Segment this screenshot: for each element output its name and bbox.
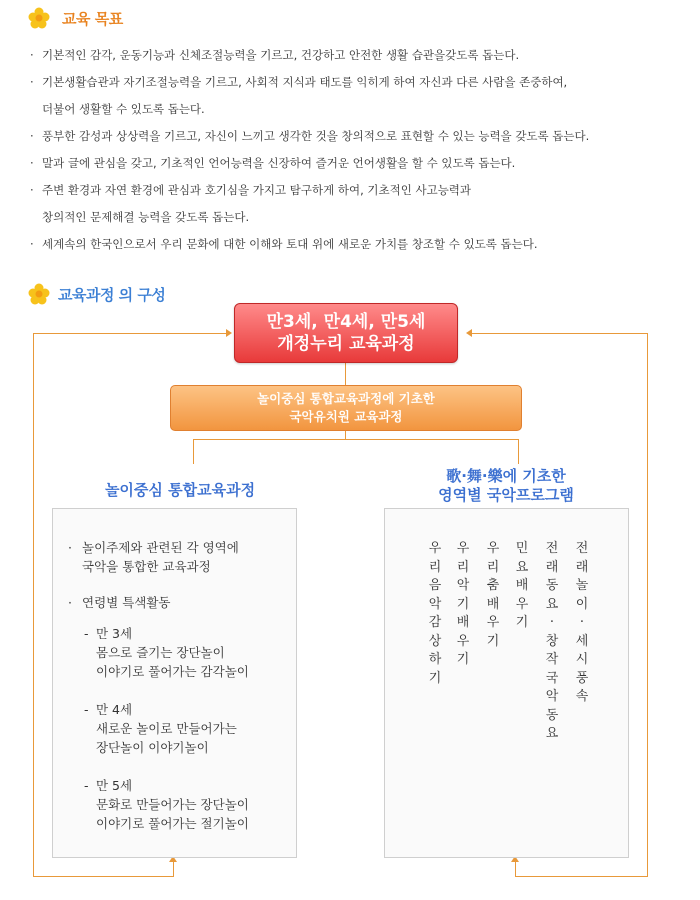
age-label: 만 3세 bbox=[96, 626, 133, 641]
flower-icon bbox=[28, 7, 50, 29]
bullet: · bbox=[30, 48, 34, 62]
goal-text: 주변 환경과 자연 환경에 관심과 호기심을 가지고 탐구하게 하여, 기초적인 사고능력과 bbox=[42, 183, 472, 197]
goal-item bbox=[30, 42, 680, 69]
goal-item bbox=[30, 177, 680, 231]
goal-text: 기본적인 감각, 운동기능과 신체조절능력을 기르고, 건강하고 안전한 생활 습관을갖도록 돕는다. bbox=[42, 48, 520, 62]
list-item bbox=[68, 538, 249, 576]
list-item bbox=[68, 593, 249, 612]
age-item: - 만 5세 문화로 만들어가는 장단놀이 이야기로 풀어가는 절기놀이 bbox=[84, 778, 249, 831]
right-heading-line1: 歌·舞·樂에 기초한 bbox=[446, 467, 566, 485]
section-title-goals: 교육 목표 bbox=[62, 10, 123, 28]
program-column: 전 래 동 요 · 창 작 국 악 동 요 bbox=[545, 541, 559, 741]
flower-icon bbox=[28, 283, 50, 305]
program-column: 민 요 배 우 기 bbox=[515, 541, 529, 630]
box-title-line1: 만3세, 만4세, 만5세 bbox=[266, 312, 426, 332]
bullet: · bbox=[68, 540, 72, 555]
right-panel bbox=[384, 508, 629, 858]
connector-line bbox=[193, 439, 519, 440]
bullet: · bbox=[30, 237, 34, 251]
goal-text: 말과 글에 관심을 갖고, 기초적인 언어능력을 신장하여 즐거운 언어생활을 할 수 있도록 돕는다. bbox=[42, 156, 516, 170]
arrow-left-icon bbox=[466, 329, 472, 337]
goal-text-cont: 창의적인 문제해결 능력을 갖도록 돕는다. bbox=[42, 210, 250, 224]
box-title-line2: 개정누리 교육과정 bbox=[277, 334, 415, 354]
right-column-heading bbox=[406, 467, 606, 505]
connector-line bbox=[345, 361, 346, 385]
connector-line bbox=[33, 876, 174, 877]
right-heading-line2: 영역별 국악프로그램 bbox=[438, 486, 574, 504]
goal-item bbox=[30, 123, 680, 150]
box-text-line1: 놀이중심 통합교육과정에 기초한 bbox=[257, 391, 435, 406]
goal-item bbox=[30, 69, 680, 123]
box-text-line2: 국악유치원 교육과정 bbox=[289, 409, 403, 424]
age-item: - 만 4세 새로운 놀이로 만들어가는 장단놀이 이야기놀이 bbox=[68, 700, 249, 757]
age-item: - 만 3세 몸으로 즐기는 장단놀이 이야기로 풀어가는 감각놀이 bbox=[84, 626, 249, 679]
connector-line bbox=[515, 876, 648, 877]
age-text: 문화로 만들어가는 장단놀이 bbox=[96, 797, 249, 812]
age-text-cont: 이야기로 풀어가는 절기놀이 bbox=[96, 816, 249, 831]
left-list bbox=[68, 538, 249, 833]
item-text: 연령별 특색활동 bbox=[82, 595, 171, 610]
age-label: 만 5세 bbox=[96, 778, 133, 793]
program-column: 우 리 악 기 배 우 기 bbox=[456, 541, 470, 667]
age-label: 만 4세 bbox=[96, 702, 133, 717]
age-text-cont: 장단놀이 이야기놀이 bbox=[96, 740, 209, 755]
connector-line bbox=[518, 439, 519, 464]
goal-item bbox=[30, 150, 680, 177]
age-curriculum-box bbox=[234, 303, 458, 363]
arrow-right-icon bbox=[226, 329, 232, 337]
goal-text: 풍부한 감성과 상상력을 기르고, 자신이 느끼고 생각한 것을 창의적으로 표현할 수 있는 능력을 갖도록 돕는다. bbox=[42, 129, 590, 143]
bullet: · bbox=[30, 75, 34, 89]
age-text-cont: 이야기로 풀어가는 감각놀이 bbox=[96, 664, 249, 679]
connector-line bbox=[515, 862, 516, 877]
connector-line bbox=[33, 333, 226, 334]
age-text: 새로운 놀이로 만들어가는 bbox=[96, 721, 237, 736]
goals-list bbox=[30, 42, 680, 258]
item-text-cont: 국악을 통합한 교육과정 bbox=[82, 559, 211, 574]
connector-line bbox=[173, 862, 174, 877]
item-text: 놀이주제와 관련된 각 영역에 bbox=[82, 540, 239, 555]
bullet: · bbox=[30, 156, 34, 170]
connector-line bbox=[647, 333, 648, 876]
section-title-curriculum: 교육과정 의 구성 bbox=[58, 286, 166, 304]
connector-line bbox=[472, 333, 648, 334]
age-text: 몸으로 즐기는 장단놀이 bbox=[96, 645, 225, 660]
goal-text: 세계속의 한국인으로서 우리 문화에 대한 이해와 토대 위에 새로운 가치를 창조할 수 있도록 돕는다. bbox=[42, 237, 538, 251]
left-column-heading: 놀이중심 통합교육과정 bbox=[104, 481, 256, 499]
goal-text: 기본생활습관과 자기조절능력을 기르고, 사회적 지식과 태도를 익히게 하여 자신과 다른 사람을 존중하여, bbox=[42, 75, 568, 89]
bullet: · bbox=[30, 183, 34, 197]
program-column: 우 리 춤 배 우 기 bbox=[486, 541, 500, 649]
goal-item bbox=[30, 231, 680, 258]
bullet: · bbox=[30, 129, 34, 143]
bullet: · bbox=[68, 595, 72, 610]
program-column: 전 래 놀 이 · 세 시 풍 속 bbox=[575, 541, 589, 704]
connector-line bbox=[193, 439, 194, 464]
program-column: 우 리 음 악 감 상 하 기 bbox=[428, 541, 442, 686]
connector-line bbox=[33, 333, 34, 876]
kindergarten-curriculum-box bbox=[170, 385, 522, 431]
goal-text-cont: 더불어 생활할 수 있도록 돕는다. bbox=[42, 102, 205, 116]
